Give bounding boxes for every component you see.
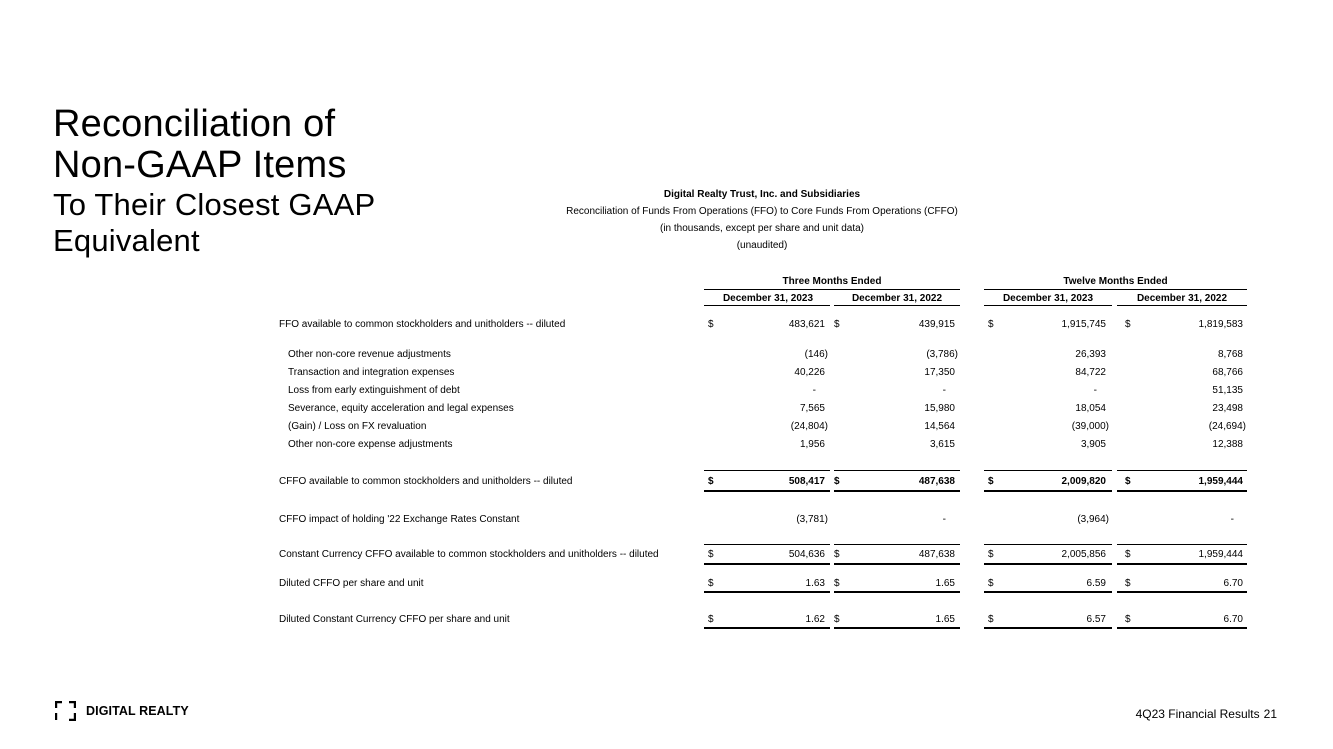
cell-value: 14,564 — [924, 421, 955, 432]
row-label: Other non-core expense adjustments — [288, 439, 453, 450]
cell-value: (3,964) — [1077, 514, 1109, 525]
total-rule — [834, 627, 960, 629]
cell-value: 7,565 — [799, 403, 825, 414]
currency-symbol: $ — [1125, 614, 1131, 625]
row-label: Loss from early extinguishment of debt — [288, 385, 460, 396]
cell-value: 8,768 — [1217, 349, 1243, 360]
cell-value: 504,636 — [788, 549, 825, 560]
cell-value: 1.65 — [935, 578, 955, 589]
group-rule — [984, 289, 1247, 290]
cell-value: 51,135 — [1212, 385, 1243, 396]
row-label: Diluted CFFO per share and unit — [279, 578, 424, 589]
cell-value: 1,819,583 — [1198, 319, 1243, 330]
logo-mark-icon — [55, 701, 76, 721]
total-rule — [984, 591, 1112, 593]
cell-value: 3,615 — [929, 439, 955, 450]
total-rule — [1117, 627, 1247, 629]
cell-value: - — [812, 385, 816, 396]
cell-value: 1.62 — [805, 614, 825, 625]
currency-symbol: $ — [1125, 549, 1131, 560]
total-rule — [984, 563, 1112, 565]
subtotal-rule — [834, 470, 960, 471]
cell-value: 68,766 — [1212, 367, 1243, 378]
cell-value: 15,980 — [924, 403, 955, 414]
total-rule — [1117, 563, 1247, 565]
footer-report-name: 4Q23 Financial Results — [1135, 707, 1260, 721]
currency-symbol: $ — [988, 476, 994, 487]
brand-name: DIGITAL REALTY — [86, 704, 189, 718]
currency-symbol: $ — [834, 319, 840, 330]
cell-value: 487,638 — [918, 476, 955, 487]
column-rule — [1117, 305, 1247, 306]
title-line-2: Non-GAAP Items — [53, 144, 347, 186]
currency-symbol: $ — [988, 549, 994, 560]
cell-value: 1,915,745 — [1061, 319, 1106, 330]
total-rule — [834, 591, 960, 593]
row-label: Other non-core revenue adjustments — [288, 349, 451, 360]
currency-symbol: $ — [834, 614, 840, 625]
currency-symbol: $ — [708, 549, 714, 560]
cell-value: (39,000) — [1071, 421, 1109, 432]
cell-value: 26,393 — [1075, 349, 1106, 360]
subtotal-rule — [834, 544, 960, 545]
report-subtitle: Reconciliation of Funds From Operations (FFO) to Core Funds From Operations (CFFO) — [566, 206, 958, 217]
cell-value: 6.70 — [1223, 614, 1243, 625]
currency-symbol: $ — [1125, 578, 1131, 589]
currency-symbol: $ — [834, 549, 840, 560]
cell-value: 40,226 — [794, 367, 825, 378]
cell-value: 23,498 — [1212, 403, 1243, 414]
brand-logo — [55, 701, 189, 721]
cell-value: 18,054 — [1075, 403, 1106, 414]
total-rule — [1117, 490, 1247, 492]
subtotal-rule — [704, 544, 830, 545]
cell-value: - — [942, 514, 946, 525]
cell-value: 1.65 — [935, 614, 955, 625]
report-company: Digital Realty Trust, Inc. and Subsidiaries — [663, 189, 861, 200]
cell-value: 1,959,444 — [1198, 476, 1243, 487]
page-number: 21 — [1263, 707, 1277, 721]
cell-value: (3,781) — [796, 514, 828, 525]
title-line-4: Equivalent — [53, 223, 200, 258]
total-rule — [704, 591, 830, 593]
cell-value: 3,905 — [1080, 439, 1106, 450]
row-label: (Gain) / Loss on FX revaluation — [288, 421, 427, 432]
cell-value: 6.70 — [1223, 578, 1243, 589]
title-line-1: Reconciliation of — [53, 103, 336, 145]
cell-value: 508,417 — [788, 476, 825, 487]
column-header: December 31, 2023 — [1002, 293, 1094, 304]
currency-symbol: $ — [1125, 476, 1131, 487]
column-rule — [984, 305, 1112, 306]
total-rule — [1117, 591, 1247, 593]
column-header: December 31, 2022 — [851, 293, 943, 304]
currency-symbol: $ — [708, 578, 714, 589]
cell-value: 12,388 — [1212, 439, 1243, 450]
row-label: Diluted Constant Currency CFFO per share and unit — [279, 614, 510, 625]
total-rule — [834, 490, 960, 492]
currency-symbol: $ — [834, 578, 840, 589]
cell-value: (146) — [804, 349, 828, 360]
row-label: FFO available to common stockholders and unitholders -- diluted — [279, 319, 566, 330]
subtotal-rule — [984, 470, 1112, 471]
currency-symbol: $ — [708, 476, 714, 487]
cell-value: (24,694) — [1208, 421, 1246, 432]
cell-value: 439,915 — [918, 319, 955, 330]
cell-value: - — [1093, 385, 1097, 396]
cell-value: 1,956 — [799, 439, 825, 450]
cell-value: 487,638 — [918, 549, 955, 560]
total-rule — [984, 627, 1112, 629]
cell-value: - — [1230, 514, 1234, 525]
currency-symbol: $ — [988, 319, 994, 330]
footer — [1136, 707, 1277, 721]
cell-value: 483,621 — [788, 319, 825, 330]
total-rule — [704, 627, 830, 629]
cell-value: 1,959,444 — [1198, 549, 1243, 560]
row-label: Severance, equity acceleration and legal expenses — [288, 403, 514, 414]
total-rule — [704, 490, 830, 492]
subtotal-rule — [704, 470, 830, 471]
currency-symbol: $ — [1125, 319, 1131, 330]
cell-value: - — [942, 385, 946, 396]
cell-value: 6.57 — [1086, 614, 1106, 625]
column-header: December 31, 2023 — [722, 293, 814, 304]
subtotal-rule — [984, 544, 1112, 545]
title-line-3: To Their Closest GAAP — [53, 187, 376, 222]
total-rule — [704, 563, 830, 565]
currency-symbol: $ — [988, 578, 994, 589]
cell-value: (24,804) — [790, 421, 828, 432]
cell-value: 1.63 — [805, 578, 825, 589]
column-rule — [834, 305, 960, 306]
cell-value: 17,350 — [924, 367, 955, 378]
row-label: Transaction and integration expenses — [288, 367, 455, 378]
total-rule — [834, 563, 960, 565]
row-label: CFFO impact of holding '22 Exchange Rates Constant — [279, 514, 520, 525]
report-audit-note: (unaudited) — [736, 240, 788, 251]
column-header: December 31, 2022 — [1136, 293, 1228, 304]
total-rule — [984, 490, 1112, 492]
subtotal-rule — [1117, 470, 1247, 471]
cell-value: 2,005,856 — [1061, 549, 1106, 560]
currency-symbol: $ — [708, 319, 714, 330]
group-rule — [704, 289, 960, 290]
cell-value: 84,722 — [1075, 367, 1106, 378]
currency-symbol: $ — [834, 476, 840, 487]
group-header-twelve-months: Twelve Months Ended — [1063, 276, 1168, 287]
currency-symbol: $ — [988, 614, 994, 625]
row-label: CFFO available to common stockholders and unitholders -- diluted — [279, 476, 573, 487]
column-rule — [704, 305, 830, 306]
cell-value: (3,786) — [926, 349, 958, 360]
cell-value: 2,009,820 — [1061, 476, 1106, 487]
group-header-three-months: Three Months Ended — [782, 276, 882, 287]
cell-value: 6.59 — [1086, 578, 1106, 589]
report-units: (in thousands, except per share and unit data) — [659, 223, 865, 234]
currency-symbol: $ — [708, 614, 714, 625]
row-label: Constant Currency CFFO available to common stockholders and unitholders -- diluted — [279, 549, 659, 560]
subtotal-rule — [1117, 544, 1247, 545]
